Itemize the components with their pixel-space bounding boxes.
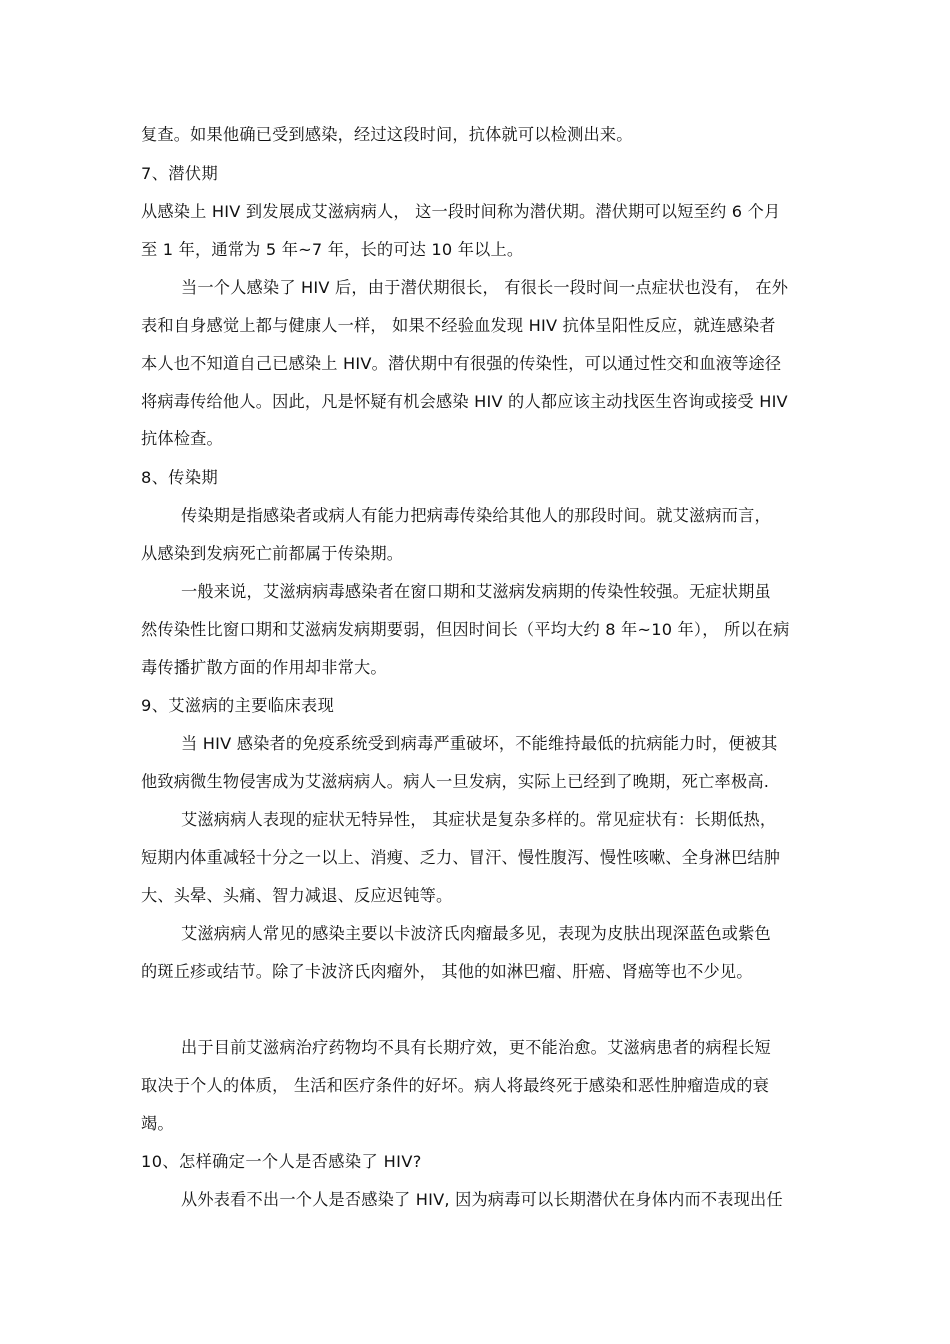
paragraph-line: 取决于个人的体质， 生活和医疗条件的好坏。病人将最终死于感染和恶性肿瘤造成的衰 (141, 1076, 770, 1095)
section-heading-9: 9、艾滋病的主要临床表现 (141, 696, 335, 715)
paragraph-line: 一般来说，艾滋病病毒感染者在窗口期和艾滋病发病期的传染性较强。无症状期虽 (181, 582, 771, 601)
paragraph-line: 然传染性比窗口期和艾滋病发病期要弱，但因时间长（平均大约 8 年~10 年）， 所以在病 (141, 620, 790, 639)
paragraph-line: 抗体检查。 (141, 429, 223, 448)
section-heading-7: 7、潜伏期 (141, 164, 219, 183)
paragraph-line: 艾滋病病人常见的感染主要以卡波济氏肉瘤最多见，表现为皮肤出现深蓝色或紫色 (181, 924, 771, 943)
section-heading-8: 8、传染期 (141, 468, 219, 487)
paragraph-line: 的斑丘疹或结节。除了卡波济氏肉瘤外， 其他的如淋巴瘤、肝癌、肾癌等也不少见。 (141, 962, 753, 981)
paragraph-line: 本人也不知道自己已感染上 HIV。潜伏期中有很强的传染性，可以通过性交和血液等途径 (141, 354, 782, 373)
paragraph-line: 传染期是指感染者或病人有能力把病毒传染给其他人的那段时间。就艾滋病而言， (181, 506, 771, 525)
paragraph-line: 表和自身感觉上都与健康人一样， 如果不经验血发现 HIV 抗体呈阳性反应，就连感染者 (141, 316, 776, 335)
paragraph-line: 从感染上 HIV 到发展成艾滋病病人， 这一段时间称为潜伏期。潜伏期可以短至约 6 个月 (141, 202, 781, 221)
paragraph-line: 当 HIV 感染者的免疫系统受到病毒严重破坏，不能维持最低的抗病能力时，便被其 (181, 734, 778, 753)
paragraph-line: 竭。 (141, 1114, 174, 1133)
paragraph-line: 毒传播扩散方面的作用却非常大。 (141, 658, 387, 677)
paragraph-line: 大、头晕、头痛、智力减退、反应迟钝等。 (141, 886, 453, 905)
section-heading-10: 10、怎样确定一个人是否感染了 HIV? (141, 1152, 422, 1171)
paragraph-line: 至 1 年，通常为 5 年~7 年，长的可达 10 年以上。 (141, 240, 524, 259)
paragraph-line: 从感染到发病死亡前都属于传染期。 (141, 544, 404, 563)
paragraph-line: 他致病微生物侵害成为艾滋病病人。病人一旦发病，实际上已经到了晚期，死亡率极高. (141, 772, 770, 791)
paragraph-line: 艾滋病病人表现的症状无特异性， 其症状是复杂多样的。常见症状有：长期低热， (181, 810, 777, 829)
paragraph-line: 短期内体重减轻十分之一以上、消瘦、乏力、冒汗、慢性腹泻、慢性咳嗽、全身淋巴结肿 (141, 848, 781, 867)
paragraph-line: 当一个人感染了 HIV 后，由于潜伏期很长， 有很长一段时间一点症状也没有， 在外 (181, 278, 789, 297)
paragraph-line: 出于目前艾滋病治疗药物均不具有长期疗效，更不能治愈。艾滋病患者的病程长短 (181, 1038, 771, 1057)
paragraph-line: 将病毒传给他人。因此，凡是怀疑有机会感染 HIV 的人都应该主动找医生咨询或接受 HIV (141, 392, 788, 411)
paragraph-line: 复查。如果他确已受到感染，经过这段时间，抗体就可以检测出来。 (141, 125, 633, 144)
paragraph-line: 从外表看不出一个人是否感染了 HIV, 因为病毒可以长期潜伏在身体内而不表现出任 (181, 1190, 783, 1209)
